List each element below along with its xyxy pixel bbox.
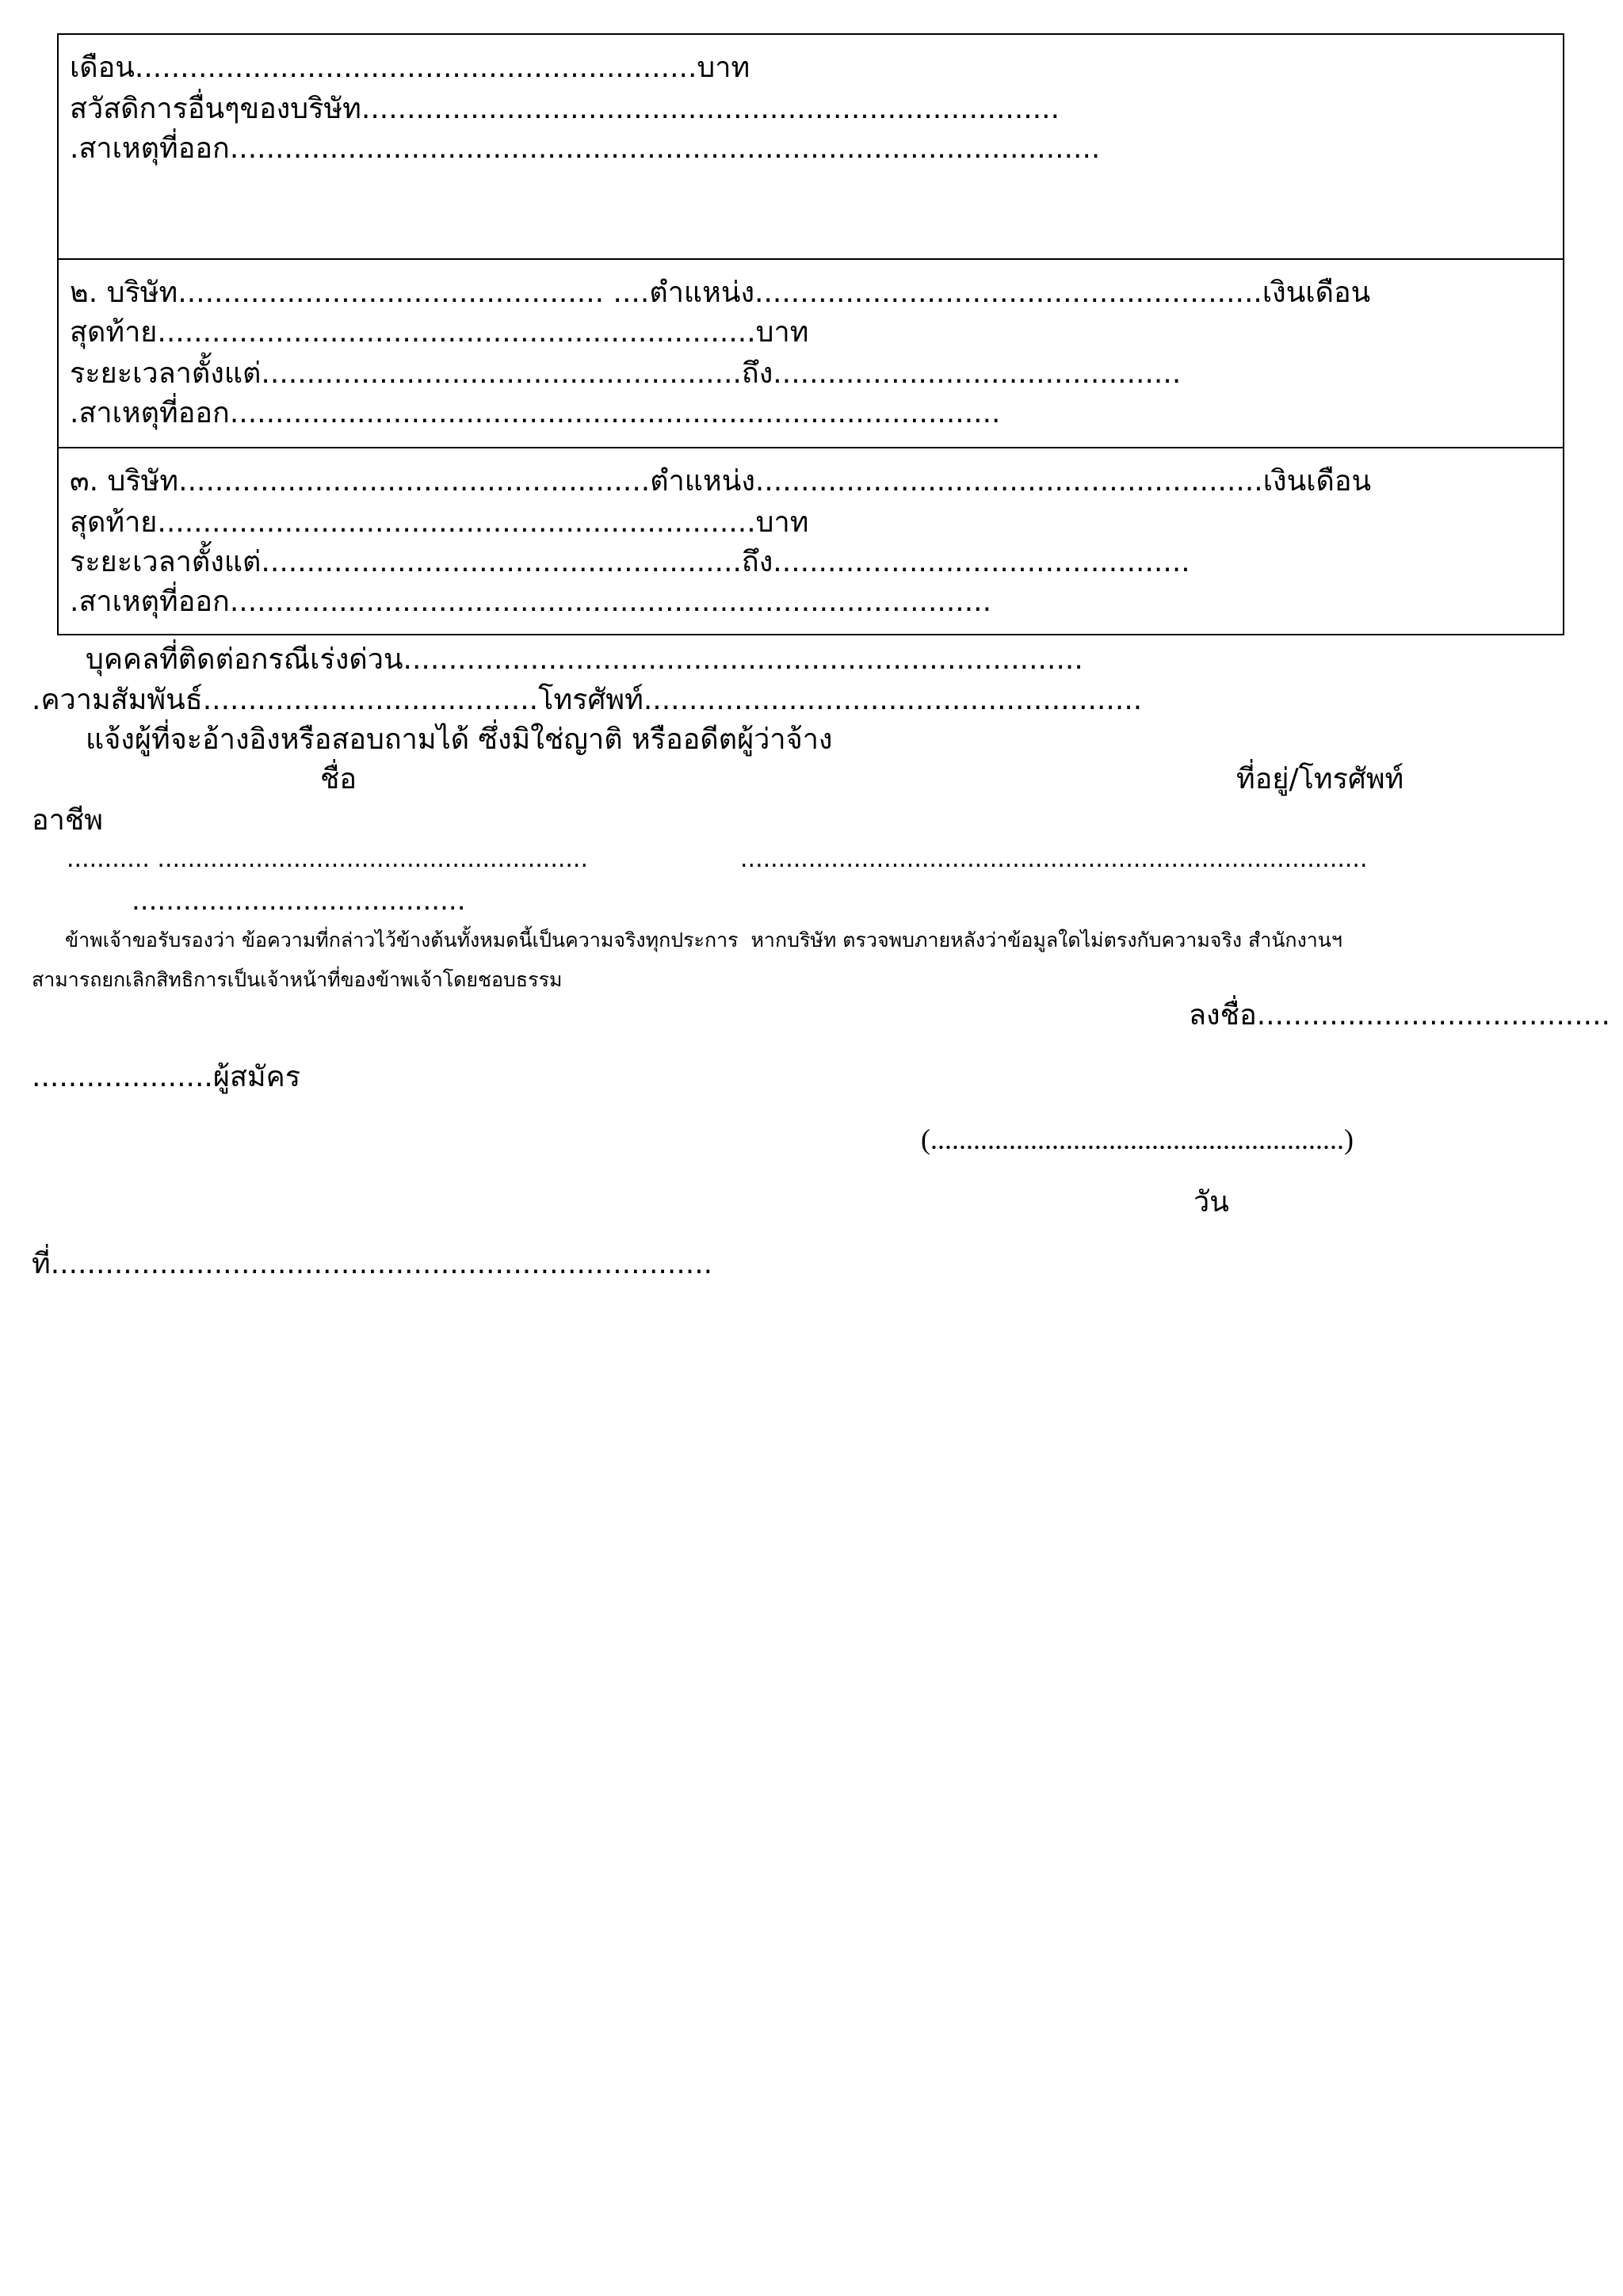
date-day-label: วัน	[1193, 1186, 1229, 1219]
reference-name-blank: ........... .........................................................	[67, 845, 588, 873]
section-1-reason-line: .สาเหตุที่ออก................................................................................................	[70, 132, 1101, 165]
declaration-line-1: ข้าพเจ้าขอรับรองว่า ข้อความที่กล่าวไว้ข้างต้นทั้งหมดนี้เป็นความจริงทุกประการ หากบริษัท ตรวจพบภายหลังว่าข้อมูลใดไม่ตรงกับความจริง สำนักงานฯ	[65, 929, 1342, 952]
signature-line: ลงชื่อ.......................................	[1189, 999, 1610, 1032]
references-column-name: ชื่อ	[320, 763, 357, 795]
applicant-label-line: ....................ผู้สมัคร	[32, 1061, 301, 1093]
section-3-reason-line: .สาเหตุที่ออก....................................................................................	[70, 585, 992, 618]
section-3-period-line: ระยะเวลาตั้งแต่.....................................................ถึง..............................................	[70, 546, 1190, 578]
reference-occupation-blank: .......................................	[132, 885, 466, 917]
references-column-occupation: อาชีพ	[32, 804, 103, 837]
section-1-benefits-line: สวัสดิการอื่นๆของบริษัท.............................................................................	[70, 93, 1060, 125]
declaration-line-2: สามารถยกเลิกสิทธิการเป็นเจ้าหน้าที่ของข้าพเจ้าโดยชอบธรรม	[32, 968, 563, 991]
date-at-line: ที่.........................................................................	[32, 1248, 713, 1280]
section-divider	[59, 258, 1563, 260]
section-2-period-line: ระยะเวลาตั้งแต่.....................................................ถึง.............................................	[70, 357, 1182, 390]
printed-name-parentheses: (..........................................................)	[921, 1123, 1354, 1155]
references-intro: แจ้งผู้ที่จะอ้างอิงหรือสอบถามได้ ซึ่งมิใช่ญาติ หรืออดีตผู้ว่าจ้าง	[86, 723, 833, 756]
section-2-reason-line: .สาเหตุที่ออก.....................................................................................	[70, 397, 1001, 429]
section-1-salary-line: เดือน..............................................................บาท	[70, 51, 750, 84]
section-2-company-line: ๒. บริษัท............................................... ....ตำแหน่ง........................................................เงินเดือน	[70, 277, 1371, 309]
emergency-contact-line: บุคคลที่ติดต่อกรณีเร่งด่วน...........................................................................	[86, 643, 1083, 676]
references-column-address: ที่อยู่/โทรศัพท์	[1236, 763, 1404, 795]
reference-address-blank: ...................................................................................	[740, 845, 1368, 873]
section-divider	[59, 447, 1563, 448]
section-3-final-salary-line: สุดท้าย..................................................................บาท	[70, 506, 809, 539]
section-3-company-line: ๓. บริษัท....................................................ตำแหน่ง........................................................เงินเดือน	[70, 465, 1372, 498]
relationship-phone-line: .ความสัมพันธ์.....................................โทรศัพท์.......................................................	[32, 684, 1143, 716]
section-2-final-salary-line: สุดท้าย..................................................................บาท	[70, 316, 809, 349]
